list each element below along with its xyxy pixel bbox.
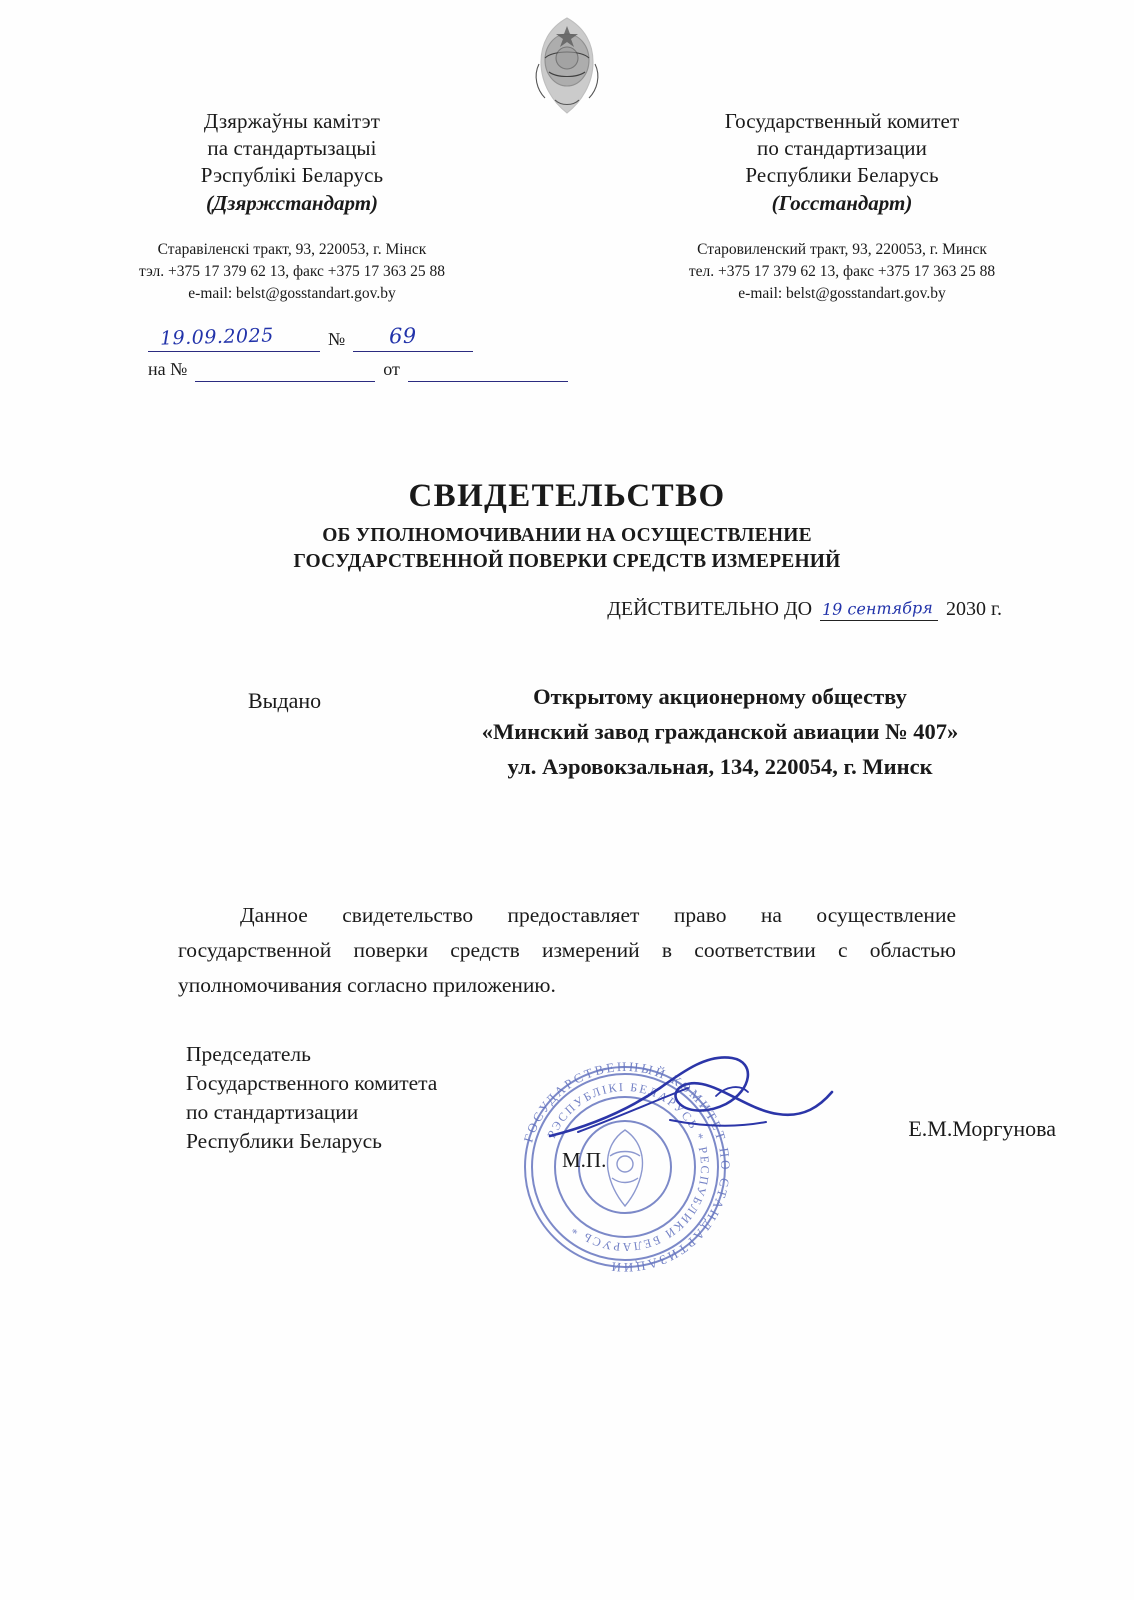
reply-label: на № bbox=[148, 359, 188, 379]
letterhead-be-email: e-mail: belst@gosstandart.gov.by bbox=[188, 285, 396, 303]
signatory-position bbox=[186, 1040, 437, 1156]
page-title: СВИДЕТЕЛЬСТВО bbox=[408, 478, 726, 514]
signatory-position-line4: Республики Беларусь bbox=[186, 1129, 382, 1154]
validity-date-field[interactable] bbox=[820, 596, 938, 621]
document-title-block bbox=[0, 478, 1134, 576]
letterhead-be-phone: тэл. +375 17 379 62 13, факс +375 17 363 25 88 bbox=[138, 262, 446, 280]
reference-block bbox=[148, 322, 578, 382]
letterhead-ru-line3: Республики Беларусь bbox=[745, 162, 939, 187]
letterhead-be-address: Старавіленскі тракт, 93, 220053, г. Мінск bbox=[157, 240, 427, 258]
svg-text:ГОСУДАРСТВЕННЫЙ КОМИТЕТ ПО СТА: ГОСУДАРСТВЕННЫЙ КОМИТЕТ ПО СТАНДАРТИЗАЦИИ bbox=[520, 1058, 734, 1276]
body-paragraph: Данное свидетельство предоставляет право на осуществление государственной поверки средств измерений в соответствии с областью уполномочивания согласно приложению. bbox=[178, 903, 956, 997]
signatory-position-line2: Государственного комитета bbox=[186, 1071, 438, 1096]
letterhead-be-short: (Дзяржстандарт) bbox=[205, 190, 379, 215]
outgoing-number-field[interactable] bbox=[353, 325, 473, 352]
letterhead-belarusian bbox=[92, 108, 492, 306]
letterhead-russian bbox=[642, 108, 1042, 306]
validity-date-value: 19 сентября bbox=[821, 598, 933, 619]
signatory-position-line3: по стандартизации bbox=[186, 1100, 359, 1125]
issued-org-title: «Минский завод гражданской авиации № 407» bbox=[481, 718, 959, 744]
validity-year: 2030 г. bbox=[946, 598, 1002, 620]
issued-org-address: ул. Аэровокзальная, 134, 220054, г. Минск bbox=[507, 753, 933, 779]
number-label: № bbox=[328, 329, 346, 349]
letterhead-ru-short: (Госстандарт) bbox=[771, 190, 913, 215]
reply-number-field[interactable] bbox=[195, 355, 375, 382]
letterhead-ru-email: e-mail: belst@gosstandart.gov.by bbox=[738, 285, 946, 303]
belarus-coat-of-arms-icon bbox=[519, 14, 615, 118]
reply-date-field[interactable] bbox=[408, 355, 568, 382]
letterhead-ru-line1: Государственный комитет bbox=[724, 109, 960, 133]
from-label: от bbox=[383, 359, 400, 379]
issued-label: Выдано bbox=[248, 688, 322, 713]
issued-to-block bbox=[400, 680, 1040, 785]
svg-text:РЭСПУБЛІКІ БЕЛАРУСЬ * РЕСПУБЛИ: РЭСПУБЛІКІ БЕЛАРУСЬ * РЕСПУБЛИКИ БЕЛАРУСЬ * bbox=[544, 1079, 713, 1255]
letterhead-be-line2: па стандартызацыі bbox=[207, 135, 377, 160]
letterhead bbox=[0, 108, 1134, 306]
letterhead-ru-phone: тел. +375 17 379 62 13, факс +375 17 363 25 88 bbox=[688, 262, 996, 280]
page-subtitle-line1: ОБ УПОЛНОМОЧИВАНИИ НА ОСУЩЕСТВЛЕНИЕ bbox=[322, 525, 812, 546]
outgoing-date-value: 19.09.2025 bbox=[159, 324, 275, 350]
outgoing-date-field[interactable] bbox=[148, 325, 320, 352]
letterhead-ru-line2: по стандартизации bbox=[757, 135, 927, 160]
validity-row bbox=[607, 596, 1002, 621]
reference-row-outgoing bbox=[148, 322, 578, 352]
page-subtitle-line2: ГОСУДАРСТВЕННОЙ ПОВЕРКИ СРЕДСТВ ИЗМЕРЕНИЙ bbox=[293, 551, 841, 573]
signatory-position-line1: Председатель bbox=[186, 1042, 311, 1066]
letterhead-ru-address: Старовиленский тракт, 93, 220053, г. Минск bbox=[697, 240, 987, 258]
letterhead-be-line3: Рэспублікі Беларусь bbox=[200, 162, 384, 187]
letterhead-be-line1: Дзяржаўны камітэт bbox=[203, 109, 381, 133]
outgoing-number-value: 69 bbox=[388, 323, 418, 349]
issued-org-name: Открытому акционерному обществу bbox=[533, 684, 907, 709]
validity-label: ДЕЙСТВИТЕЛЬНО ДО bbox=[607, 598, 813, 620]
reference-row-incoming bbox=[148, 352, 578, 382]
signer-name: Е.М.Моргунова bbox=[908, 1116, 1056, 1141]
seal-mark-label: М.П. bbox=[562, 1148, 607, 1172]
